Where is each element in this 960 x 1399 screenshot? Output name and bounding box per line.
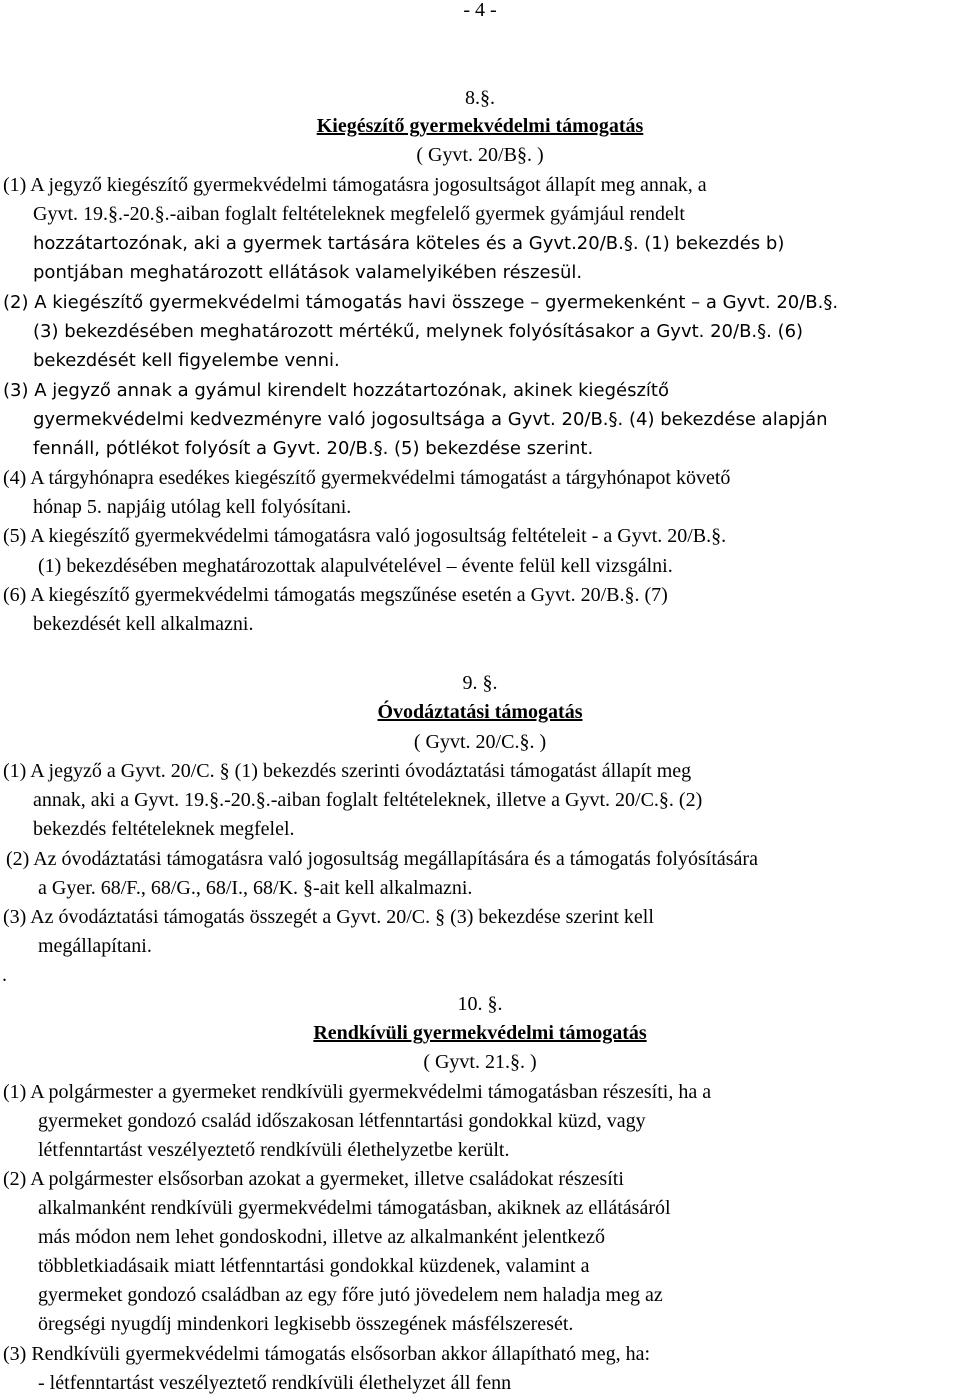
section-8-line: (3) A jegyző annak a gyámul kirendelt hozzátartozónak, akinek kiegészítő xyxy=(3,380,669,401)
section-8-line: fennáll, pótlékot folyósít a Gyvt. 20/B.§. (5) bekezdése szerint. xyxy=(33,438,594,459)
section-10-line: gyermeket gondozó családban az egy főre jutó jövedelem nem haladja meg az xyxy=(38,1284,663,1306)
page-number: - 4 - xyxy=(463,0,497,21)
section-8-line: hozzátartozónak, aki a gyermek tartására köteles és a Gyvt.20/B.§. (1) bekezdés b) xyxy=(33,233,785,254)
section-8-line: (1) A jegyző kiegészítő gyermekvédelmi támogatásra jogosultságot állapít meg annak, a xyxy=(3,174,707,196)
section-9-title: Óvodáztatási támogatás xyxy=(377,701,583,723)
section-9-line: . xyxy=(2,964,7,986)
section-10-line: (1) A polgármester a gyermeket rendkívüli gyermekvédelmi támogatásban részesíti, ha a xyxy=(3,1081,712,1103)
section-9-line: (3) Az óvodáztatási támogatás összegét a Gyvt. 20/C. § (3) bekezdése szerint kell xyxy=(3,906,654,928)
section-8-line: (6) A kiegészítő gyermekvédelmi támogatás megszűnése esetén a Gyvt. 20/B.§. (7) xyxy=(3,584,668,606)
section-10-number: 10. §. xyxy=(457,993,503,1015)
section-9-line: (2) Az óvodáztatási támogatásra való jogosultság megállapítására és a támogatás folyósítására xyxy=(6,848,758,870)
section-10-line: (2) A polgármester elsősorban azokat a gyermeket, illetve családokat részesíti xyxy=(3,1168,624,1190)
section-10-line: (3) Rendkívüli gyermekvédelmi támogatás elsősorban akkor állapítható meg, ha: xyxy=(3,1343,651,1365)
section-8-line: Gyvt. 19.§.-20.§.-aiban foglalt feltételeknek megfelelő gyermek gyámjául rendelt xyxy=(33,203,685,225)
section-9-line: megállapítani. xyxy=(38,935,152,957)
section-8-line: hónap 5. napjáig utólag kell folyósítani. xyxy=(33,496,352,518)
section-10-line: többletkiadásaik miatt létfenntartási gondokkal küzdenek, valamint a xyxy=(38,1255,590,1277)
section-10-line: alkalmanként rendkívüli gyermekvédelmi támogatásban, akiknek az ellátásáról xyxy=(38,1197,671,1219)
section-8-number: 8.§. xyxy=(465,87,495,109)
section-10-reference: ( Gyvt. 21.§. ) xyxy=(423,1051,537,1073)
section-8-line: (5) A kiegészítő gyermekvédelmi támogatásra való jogosultság feltételeit - a Gyvt. 20/B.§. xyxy=(3,525,727,547)
section-10-line: - létfenntartást veszélyeztető rendkívüli élethelyzet áll fenn xyxy=(38,1372,512,1394)
section-10-line: öregségi nyugdíj mindenkori legkisebb összegének másfélszeresét. xyxy=(38,1313,574,1335)
section-9-line: a Gyer. 68/F., 68/G., 68/I., 68/K. §-ait kell alkalmazni. xyxy=(38,877,473,899)
section-9-reference: ( Gyvt. 20/C.§. ) xyxy=(413,731,547,753)
section-10-line: gyermeket gondozó család időszakosan létfenntartási gondokkal küzd, vagy xyxy=(38,1110,646,1132)
section-8-title: Kiegészítő gyermekvédelmi támogatás xyxy=(316,115,644,137)
section-9-line: bekezdés feltételeknek megfelel. xyxy=(33,818,295,840)
section-8-line: pontjában meghatározott ellátások valamelyikében részesül. xyxy=(33,262,583,283)
section-10-line: más módon nem lehet gondoskodni, illetve az alkalmanként jelentkező xyxy=(38,1226,606,1248)
section-9-line: annak, aki a Gyvt. 19.§.-20.§.-aiban foglalt feltételeknek, illetve a Gyvt. 20/C.§. (2) xyxy=(33,789,703,811)
section-10-line: létfenntartást veszélyeztető rendkívüli élethelyzetbe került. xyxy=(38,1139,510,1161)
section-8-reference: ( Gyvt. 20/B§. ) xyxy=(416,144,544,166)
section-8-line: (3) bekezdésében meghatározott mértékű, melynek folyósításakor a Gyvt. 20/B.§. (6) xyxy=(33,321,804,342)
section-8-line: (2) A kiegészítő gyermekvédelmi támogatás havi összege – gyermekenként – a Gyvt. 20/B.§. xyxy=(3,292,839,313)
section-8-line: (1) bekezdésében meghatározottak alapulvételével – évente felül kell vizsgálni. xyxy=(38,555,673,577)
section-9-line: (1) A jegyző a Gyvt. 20/C. § (1) bekezdés szerinti óvodáztatási támogatást állapít meg xyxy=(3,760,692,782)
section-8-line: bekezdését kell figyelembe venni. xyxy=(33,350,340,371)
section-9-number: 9. §. xyxy=(462,672,498,694)
section-8-line: (4) A tárgyhónapra esedékes kiegészítő gyermekvédelmi támogatást a tárgyhónapot követő xyxy=(3,467,731,489)
section-8-line: gyermekvédelmi kedvezményre való jogosultsága a Gyvt. 20/B.§. (4) bekezdése alapján xyxy=(33,409,828,430)
section-8-line: bekezdését kell alkalmazni. xyxy=(33,613,254,635)
section-10-title: Rendkívüli gyermekvédelmi támogatás xyxy=(313,1022,647,1044)
